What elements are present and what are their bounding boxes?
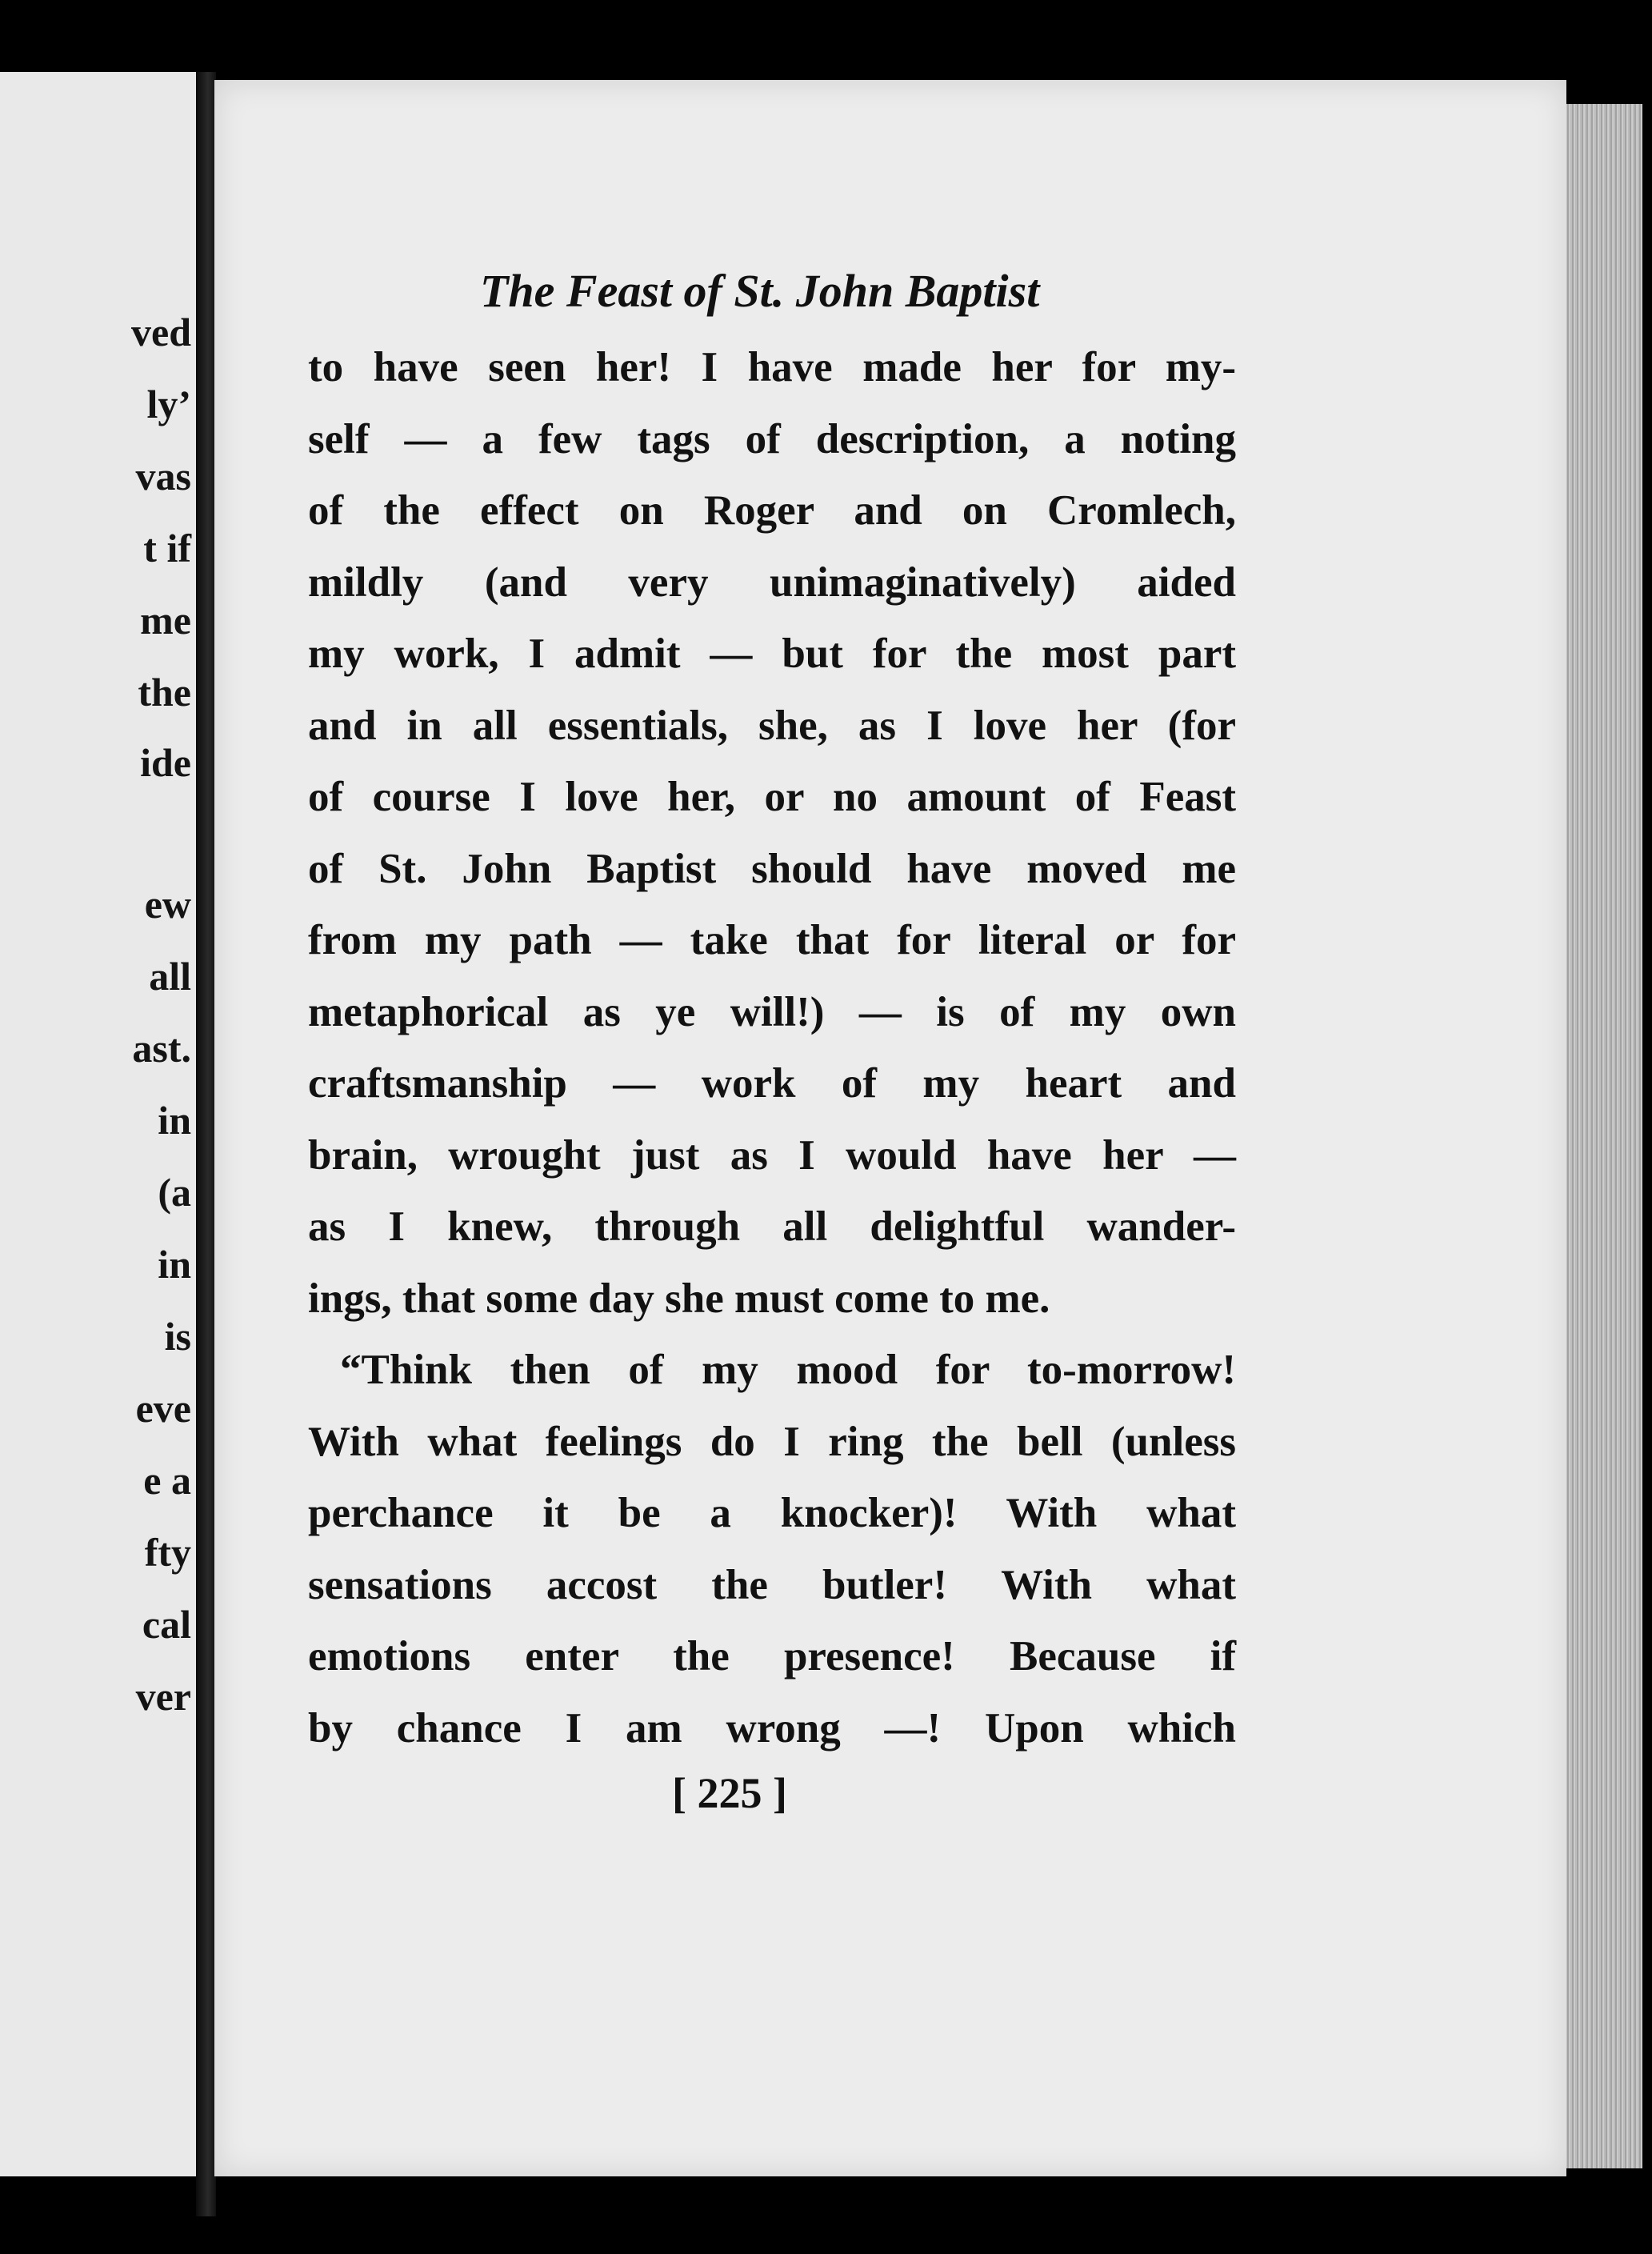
left-page-fragment: fty: [144, 1530, 191, 1575]
text-line: of course I love her, or no amount of Feast: [308, 774, 1236, 820]
text-line: “Think then of my mood for to-morrow!: [340, 1347, 1236, 1393]
text-line: metaphorical as ye will!) — is of my own: [308, 988, 1236, 1035]
text-line: craftsmanship — work of my heart and: [308, 1060, 1236, 1107]
text-line: self — a few tags of description, a noting: [308, 415, 1236, 462]
text-line: as I knew, through all delightful wander-: [308, 1203, 1236, 1250]
left-page-fragment: t if: [143, 526, 191, 571]
left-page-fragment: is: [164, 1314, 191, 1359]
text-line: from my path — take that for literal or for: [308, 917, 1236, 963]
left-page-fragment: eve: [135, 1386, 191, 1431]
body-text: [308, 332, 1236, 1764]
running-head: The Feast of St. John Baptist: [480, 265, 1040, 317]
text-line: of St. John Baptist should have moved me: [308, 845, 1236, 892]
left-page-fragment: ved: [131, 310, 191, 354]
left-page-fragment: in: [158, 1098, 191, 1143]
text-line: emotions enter the presence! Because if: [308, 1633, 1236, 1679]
left-page-fragment: in: [158, 1242, 191, 1287]
text-line: of the effect on Roger and on Cromlech,: [308, 487, 1236, 534]
text-line: sensations accost the butler! With what: [308, 1561, 1236, 1608]
book-gutter: [196, 72, 216, 2216]
left-page-fragment: ide: [140, 740, 191, 785]
left-page-fragment: vas: [135, 454, 191, 498]
left-page-fragment: ly’: [146, 382, 191, 426]
page-edges: [1566, 104, 1642, 2168]
left-page-fragment: e a: [143, 1458, 191, 1503]
left-page-fragment: me: [140, 598, 191, 643]
left-page-fragment: (a: [158, 1170, 191, 1215]
left-page-fragment: all: [149, 954, 191, 999]
text-line: perchance it be a knocker)! With what: [308, 1490, 1236, 1536]
left-page-fragment: cal: [142, 1602, 191, 1647]
left-page-fragment: ast.: [132, 1026, 191, 1071]
text-line: by chance I am wrong —! Upon which: [308, 1704, 1236, 1752]
left-page-fragment: ver: [135, 1674, 191, 1719]
left-page-fragment: the: [138, 670, 191, 715]
previous-page-edge: [0, 72, 199, 2176]
text-line: to have seen her! I have made her for my-: [308, 344, 1236, 390]
left-page-fragment: ew: [144, 882, 191, 927]
text-line: ings, that some day she must come to me.: [308, 1275, 1050, 1322]
page-number: [ 225 ]: [672, 1769, 787, 1817]
text-line: my work, I admit — but for the most part: [308, 631, 1236, 677]
text-line: and in all essentials, she, as I love her (for: [308, 702, 1236, 749]
text-line: With what feelings do I ring the bell (unless: [308, 1418, 1236, 1465]
text-line: mildly (and very unimaginatively) aided: [308, 558, 1236, 606]
text-line: brain, wrought just as I would have her —: [308, 1131, 1236, 1179]
